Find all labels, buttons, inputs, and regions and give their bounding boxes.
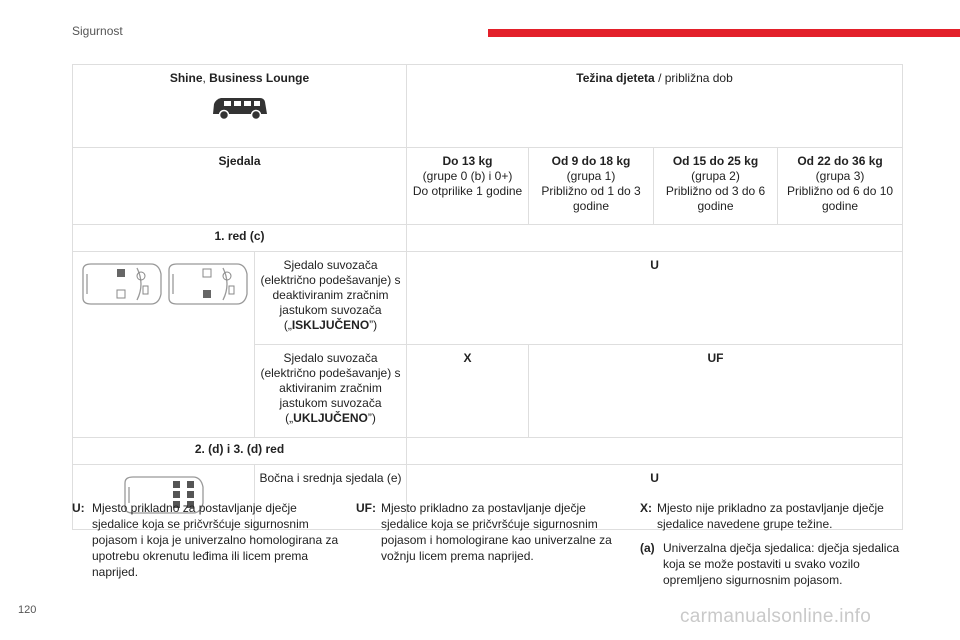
child-seat-table — [72, 64, 903, 530]
group-0-cell: Do 13 kg (grupe 0 (b) i 0+) Do otprilike 1 godine — [407, 148, 529, 225]
front-seat-airbag-off-value: U — [407, 252, 903, 345]
front-seat-diagram-cell — [73, 252, 255, 438]
group-2-cell: Od 15 do 25 kg (grupa 2) Približno od 3 do 6 godine — [654, 148, 778, 225]
section-title: Sigurnost — [72, 24, 123, 38]
front-seat-airbag-on-value-group0: X — [407, 345, 529, 438]
rear-seats-desc: Bočna i srednja sjedala (e) — [255, 465, 407, 530]
row1-section-title: 1. red (c) — [73, 225, 407, 252]
front-seat-airbag-on-value-others: UF — [529, 345, 903, 438]
row23-section-empty — [407, 438, 903, 465]
group-3-cell: Od 22 do 36 kg (grupa 3) Približno od 6 do 10 godine — [778, 148, 903, 225]
front-seat-airbag-off-desc: Sjedalo suvozača (električno podešavanje) s deaktiviranim zračnim jastukom suvozača („ISKLJUČENO”) — [255, 252, 407, 345]
front-seat-airbag-on-desc: Sjedalo suvozača (električno podešavanje) s aktiviranim zračnim jastukom suvozača („UKLJUČENO”) — [255, 345, 407, 438]
row23-section-title: 2. (d) i 3. (d) red — [73, 438, 407, 465]
header-accent-bar — [488, 29, 960, 37]
page-number: 120 — [18, 604, 37, 616]
watermark: carmanualsonline.info — [680, 606, 872, 627]
legend-x: X: Mjesto nije prikladno za postavljanje dječje sjedalice navedene grupe težine. — [640, 501, 884, 531]
legend-uf: UF: Mjesto prikladno za postavljanje dječje sjedalice koja se pričvršćuje sigurnosnim pojasom i homologirane kao univerzalne za vožnju licem prema naprijed. — [356, 501, 612, 563]
legend-a: (a) Univerzalna dječja sjedalica: dječja sjedalica koja se može postaviti u svako vozilo opremljeno sigurnosnim pojasom. — [640, 541, 900, 587]
version-label: Shine, Business Lounge — [169, 71, 310, 85]
group-1-cell: Od 9 do 18 kg (grupa 1) Približno od 1 do 3 godine — [529, 148, 654, 225]
seats-label: Sjedala — [73, 148, 407, 225]
rear-seats-value: U — [407, 465, 903, 530]
row1-section-empty — [407, 225, 903, 252]
van-side-icon — [210, 92, 270, 122]
version-cell — [73, 65, 407, 148]
weight-header-cell: Težina djeteta / približna dob — [407, 65, 903, 148]
van-top-view-icon — [79, 260, 249, 308]
legend-u: U: Mjesto prikladno za postavljanje dječje sjedalice koja se pričvršćuje sigurnosnim pojasom i koja je univerzalno homologirana za upotrebu okrenutu leđima ili licem prema naprijed. — [72, 501, 339, 579]
